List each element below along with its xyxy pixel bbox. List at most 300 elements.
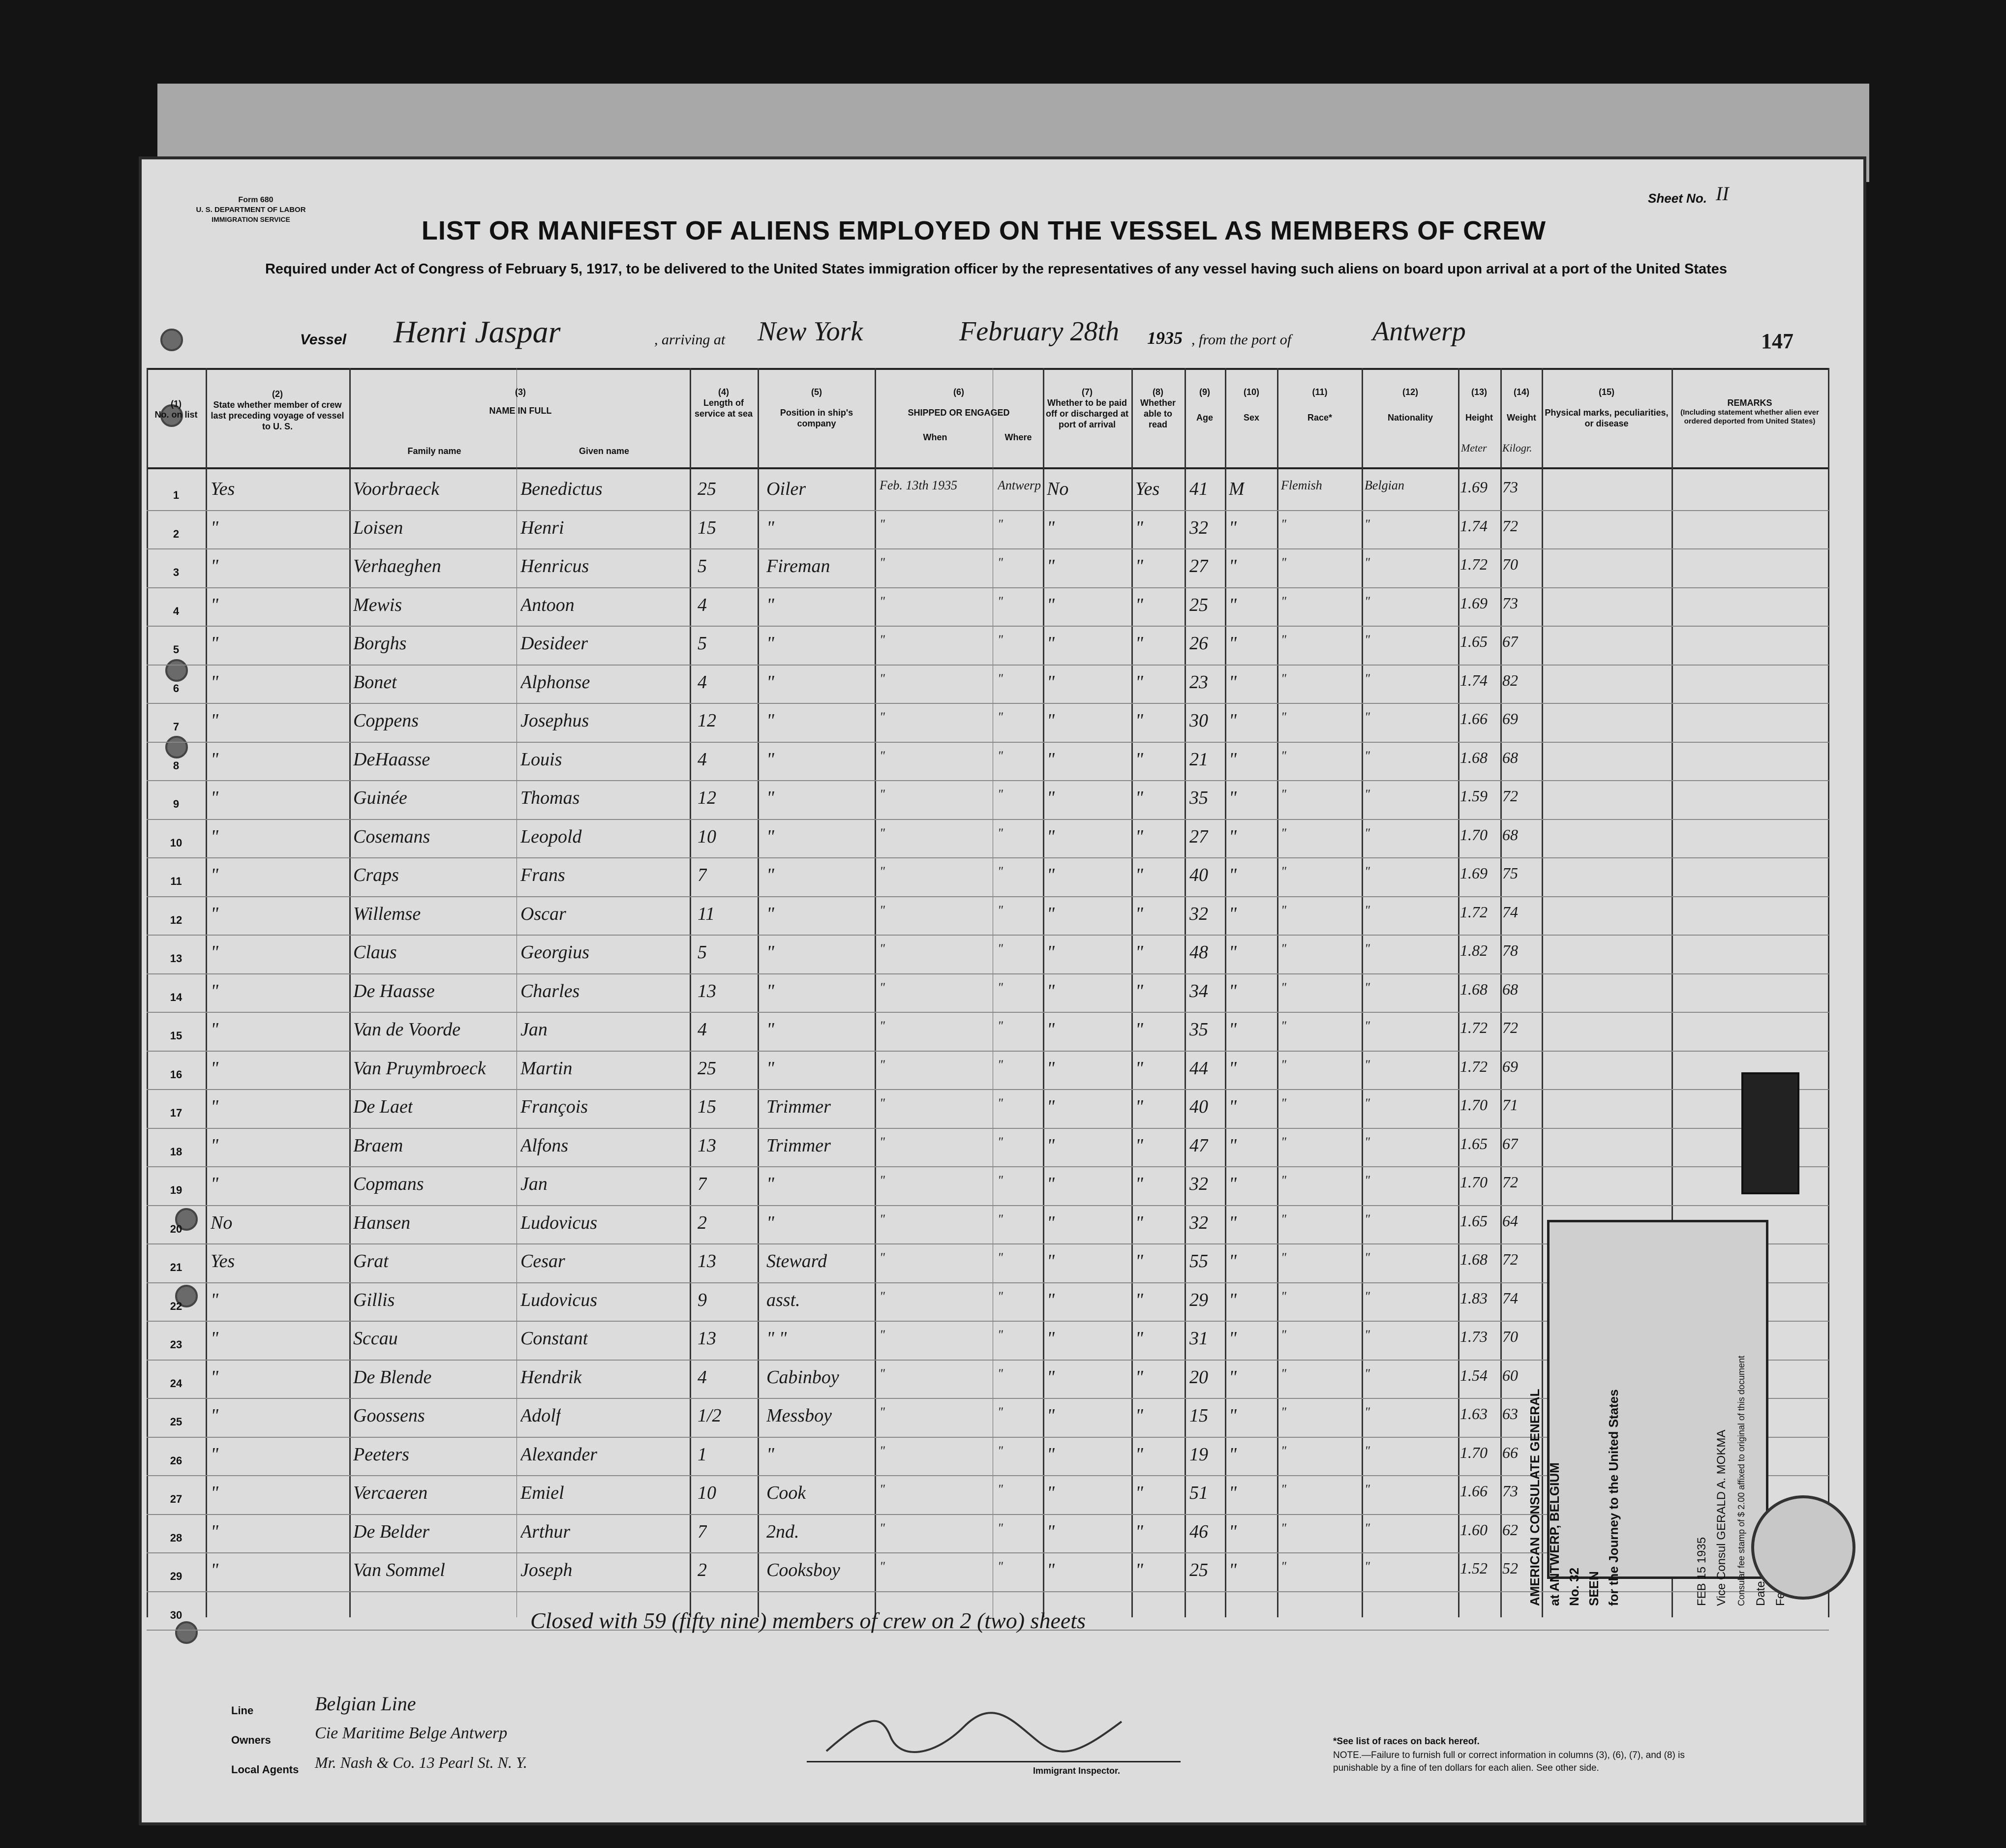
- cell-given: Alexander: [520, 1444, 598, 1465]
- cell-paid: ": [1047, 1096, 1055, 1117]
- cell-race: ": [1281, 1559, 1286, 1574]
- inspector-label: Immigrant Inspector.: [1033, 1766, 1121, 1776]
- cell-height: 1.70: [1460, 1443, 1488, 1461]
- cell-nationality: Belgian: [1365, 478, 1404, 492]
- cell-race: ": [1281, 1289, 1286, 1303]
- col-head-nationality: (12) Nationality: [1387, 387, 1433, 423]
- from-port: Antwerp: [1372, 316, 1466, 347]
- cell-given: Louis: [520, 749, 562, 770]
- cell-nationality: ": [1365, 748, 1370, 763]
- cell-sex: M: [1229, 479, 1245, 499]
- cell-no: 9: [173, 798, 180, 810]
- cell-no: 14: [170, 991, 182, 1003]
- cell-read: ": [1135, 594, 1143, 615]
- cell-family: Craps: [353, 865, 399, 885]
- cell-service: 12: [698, 710, 716, 731]
- cell-no: 10: [170, 836, 182, 849]
- cell-height: 1.68: [1460, 1250, 1488, 1268]
- cell-race: ": [1281, 1520, 1286, 1535]
- cell-where: ": [998, 710, 1003, 724]
- cell-read: ": [1135, 1135, 1143, 1156]
- column-divider: [206, 368, 207, 1617]
- column-divider: [349, 368, 351, 1617]
- vessel-line: [300, 314, 1825, 354]
- cell-where: ": [998, 1096, 1003, 1110]
- cell-position: ": [766, 749, 774, 770]
- cell-prev: ": [211, 633, 218, 654]
- cell-nationality: ": [1365, 555, 1370, 570]
- cell-nationality: ": [1365, 1173, 1370, 1187]
- cell-service: 15: [698, 517, 716, 538]
- cell-age: 21: [1189, 749, 1208, 770]
- cell-service: 5: [698, 633, 707, 654]
- cell-family: De Blende: [353, 1366, 432, 1388]
- cell-no: 1: [173, 489, 180, 501]
- cell-when: ": [880, 980, 885, 995]
- cell-race: ": [1281, 516, 1286, 531]
- cell-where: ": [998, 787, 1003, 801]
- consulate-city: at ANTWERP, BELGIUM: [1547, 1462, 1562, 1606]
- cell-paid: ": [1047, 865, 1055, 885]
- cell-weight: 72: [1502, 1250, 1518, 1268]
- cell-no: 18: [170, 1145, 182, 1158]
- cell-sex: ": [1229, 710, 1237, 731]
- cell-sex: ": [1229, 1251, 1237, 1272]
- cell-position: ": [766, 1174, 774, 1194]
- cell-given: Antoon: [520, 594, 575, 615]
- cell-service: 11: [698, 903, 715, 924]
- cell-prev: ": [211, 980, 218, 1001]
- cell-height: 1.60: [1460, 1520, 1488, 1539]
- cell-nationality: ": [1365, 941, 1370, 956]
- cell-when: ": [880, 1366, 885, 1381]
- cell-nationality: ": [1365, 825, 1370, 840]
- cell-where: ": [998, 516, 1003, 531]
- row-rule: [147, 548, 1829, 549]
- cell-when: ": [880, 941, 885, 956]
- cell-nationality: ": [1365, 1289, 1370, 1303]
- cell-position: ": [766, 1212, 774, 1233]
- cell-position: Cook: [766, 1483, 806, 1503]
- cell-prev: ": [211, 1560, 218, 1580]
- cell-when: ": [880, 1443, 885, 1458]
- cell-given: Josephus: [520, 710, 589, 731]
- cell-prev: ": [211, 1405, 218, 1426]
- col-head-given-name: Given name: [578, 446, 630, 456]
- cell-weight: 78: [1502, 941, 1518, 959]
- cell-position: ": [766, 788, 774, 808]
- cell-paid: ": [1047, 903, 1055, 924]
- cell-position: Steward: [766, 1251, 827, 1272]
- cell-nationality: ": [1365, 594, 1370, 608]
- cell-prev: No: [211, 1212, 233, 1233]
- cell-service: 1/2: [698, 1405, 722, 1426]
- cell-given: François: [520, 1096, 588, 1117]
- cell-service: 25: [698, 479, 716, 499]
- cell-family: Verhaeghen: [353, 556, 441, 576]
- cell-given: Henricus: [520, 556, 589, 576]
- cell-race: ": [1281, 864, 1286, 879]
- cell-position: Messboy: [766, 1405, 832, 1426]
- cell-nationality: ": [1365, 710, 1370, 724]
- cell-where: ": [998, 1057, 1003, 1072]
- cell-nationality: ": [1365, 1405, 1370, 1419]
- cell-service: 10: [698, 1483, 716, 1503]
- cell-race: ": [1281, 710, 1286, 724]
- cell-when: ": [880, 633, 885, 647]
- arrival-year: 1935: [1147, 328, 1183, 348]
- cell-when: ": [880, 1173, 885, 1187]
- department: U. S. DEPARTMENT OF LABOR: [196, 206, 306, 214]
- column-divider: [1828, 368, 1829, 1617]
- cell-given: Henri: [520, 517, 564, 538]
- cell-family: Goossens: [353, 1405, 425, 1426]
- cell-paid: ": [1047, 1444, 1055, 1465]
- cell-read: ": [1135, 788, 1143, 808]
- cell-service: 15: [698, 1096, 716, 1117]
- cell-where: ": [998, 1559, 1003, 1574]
- cell-position: ": [766, 517, 774, 538]
- form-number: Form 680: [238, 196, 274, 204]
- cell-position: ": [766, 903, 774, 924]
- cell-prev: ": [211, 1019, 218, 1040]
- cell-family: Van Sommel: [353, 1560, 445, 1580]
- cell-paid: ": [1047, 1212, 1055, 1233]
- cell-height: 1.72: [1460, 1057, 1488, 1075]
- cell-weight: 67: [1502, 633, 1518, 650]
- cell-read: ": [1135, 1521, 1143, 1542]
- cell-weight: 60: [1502, 1366, 1518, 1384]
- cell-prev: ": [211, 556, 218, 576]
- cell-no: 22: [170, 1300, 182, 1312]
- cell-when: ": [880, 1520, 885, 1535]
- col-head-position: (5) Position in ship's company: [780, 387, 853, 428]
- cell-given: Emiel: [520, 1483, 564, 1503]
- cell-sex: ": [1229, 865, 1237, 885]
- manifest-title: LIST OR MANIFEST OF ALIENS EMPLOYED ON THE VESSEL AS MEMBERS OF CREW: [421, 216, 1547, 245]
- owners-label: Owners: [231, 1734, 271, 1746]
- cell-nationality: ": [1365, 903, 1370, 917]
- cell-weight: 68: [1502, 825, 1518, 844]
- races-note: *See list of races on back hereof.: [1333, 1736, 1480, 1747]
- cell-prev: ": [211, 1096, 218, 1117]
- punch-hole: [160, 329, 183, 351]
- agents-label: Local Agents: [231, 1763, 299, 1776]
- agents-value: Mr. Nash & Co. 13 Pearl St. N. Y.: [315, 1754, 527, 1771]
- column-divider: [1500, 368, 1502, 1617]
- cell-age: 27: [1189, 556, 1208, 576]
- cell-when: ": [880, 1019, 885, 1033]
- cell-paid: ": [1047, 517, 1055, 538]
- punch-hole: [175, 1621, 198, 1644]
- cell-no: 12: [170, 913, 182, 926]
- row-rule: [147, 896, 1829, 897]
- cell-read: ": [1135, 556, 1143, 576]
- cell-sex: ": [1229, 517, 1237, 538]
- cell-weight: 73: [1502, 1482, 1518, 1500]
- consulate-number: No. 32: [1567, 1567, 1581, 1606]
- cell-nationality: ": [1365, 1559, 1370, 1574]
- cell-height: 1.54: [1460, 1366, 1488, 1384]
- row-rule: [147, 510, 1829, 511]
- cell-service: 5: [698, 942, 707, 963]
- cell-nationality: ": [1365, 1366, 1370, 1381]
- cell-read: ": [1135, 1096, 1143, 1117]
- cell-family: Gillis: [353, 1289, 395, 1310]
- cell-prev: ": [211, 1135, 218, 1156]
- cell-position: 2nd.: [766, 1521, 799, 1542]
- cell-nationality: ": [1365, 1520, 1370, 1535]
- cell-age: 27: [1189, 826, 1208, 847]
- cell-read: ": [1135, 1174, 1143, 1194]
- cell-position: ": [766, 1444, 774, 1465]
- cell-weight: 72: [1502, 1173, 1518, 1191]
- column-divider: [758, 368, 759, 1617]
- column-divider: [1458, 368, 1459, 1617]
- cell-age: 25: [1189, 1560, 1208, 1580]
- cell-position: " ": [766, 1328, 787, 1349]
- cell-where: ": [998, 1173, 1003, 1187]
- cell-no: 6: [173, 682, 180, 695]
- cell-where: ": [998, 1366, 1003, 1381]
- cell-race: ": [1281, 903, 1286, 917]
- cell-no: 24: [170, 1377, 182, 1390]
- cell-weight: 66: [1502, 1443, 1518, 1461]
- cell-when: ": [880, 1134, 885, 1149]
- cell-weight: 70: [1502, 555, 1518, 573]
- cell-race: ": [1281, 594, 1286, 608]
- cell-read: ": [1135, 1019, 1143, 1040]
- cell-sex: ": [1229, 749, 1237, 770]
- cell-height: 1.66: [1460, 1482, 1488, 1500]
- cell-read: ": [1135, 517, 1143, 538]
- row-rule: [147, 1166, 1829, 1167]
- cell-height: 1.72: [1460, 555, 1488, 573]
- cell-sex: ": [1229, 594, 1237, 615]
- cell-family: Sccau: [353, 1328, 398, 1349]
- cell-paid: ": [1047, 1174, 1055, 1194]
- cell-sex: ": [1229, 1289, 1237, 1310]
- cell-weight: 64: [1502, 1212, 1518, 1230]
- cell-read: ": [1135, 1366, 1143, 1388]
- row-rule: [147, 973, 1829, 974]
- col-head-remarks: REMARKS (Including statement whether alien ever ordered deported from United States): [1680, 398, 1819, 425]
- cell-sex: ": [1229, 1405, 1237, 1426]
- column-divider: [1043, 368, 1044, 1617]
- cell-given: Joseph: [520, 1560, 573, 1580]
- stamp-date: FEB 15 1935: [1695, 1537, 1708, 1606]
- cell-when: ": [880, 555, 885, 570]
- row-rule: [147, 819, 1829, 820]
- cell-nationality: ": [1365, 1134, 1370, 1149]
- cell-paid: ": [1047, 1289, 1055, 1310]
- cell-family: Van de Voorde: [353, 1019, 461, 1040]
- page-number: 147: [1761, 329, 1793, 353]
- cell-age: 35: [1189, 1019, 1208, 1040]
- cell-paid: ": [1047, 1405, 1055, 1426]
- cell-race: ": [1281, 1443, 1286, 1458]
- cell-no: 7: [173, 721, 180, 733]
- cell-height: 1.74: [1460, 516, 1488, 535]
- cell-sex: ": [1229, 1328, 1237, 1349]
- cell-family: Coppens: [353, 710, 419, 731]
- cell-position: Trimmer: [766, 1096, 831, 1117]
- row-rule: [147, 665, 1829, 666]
- row-rule: [147, 780, 1829, 781]
- cell-nationality: ": [1365, 1328, 1370, 1342]
- cell-when: ": [880, 1289, 885, 1303]
- cell-service: 4: [698, 749, 707, 770]
- cell-read: ": [1135, 1212, 1143, 1233]
- cell-sex: ": [1229, 788, 1237, 808]
- cell-family: Vercaeren: [353, 1483, 428, 1503]
- cell-no: 30: [170, 1608, 182, 1621]
- cell-family: Loisen: [353, 517, 403, 538]
- cell-age: 51: [1189, 1483, 1208, 1503]
- cell-sex: ": [1229, 826, 1237, 847]
- cell-where: ": [998, 1019, 1003, 1033]
- cell-prev: ": [211, 1444, 218, 1465]
- cell-height: 1.68: [1460, 980, 1488, 998]
- cell-paid: ": [1047, 1251, 1055, 1272]
- cell-when: ": [880, 748, 885, 763]
- cell-paid: ": [1047, 1366, 1055, 1388]
- cell-family: Van Pruymbroeck: [353, 1058, 486, 1079]
- cell-race: ": [1281, 555, 1286, 570]
- cell-given: Frans: [520, 865, 565, 885]
- cell-prev: ": [211, 749, 218, 770]
- cell-service: 4: [698, 594, 707, 615]
- column-divider: [1131, 368, 1133, 1617]
- cell-family: Guinée: [353, 788, 407, 808]
- cell-read: ": [1135, 710, 1143, 731]
- cell-no: 21: [170, 1261, 182, 1273]
- cell-read: ": [1135, 1405, 1143, 1426]
- cell-read: ": [1135, 826, 1143, 847]
- cell-nationality: ": [1365, 1057, 1370, 1072]
- cell-read: ": [1135, 865, 1143, 885]
- cell-age: 40: [1189, 865, 1208, 885]
- cell-read: ": [1135, 633, 1143, 654]
- cell-weight: 67: [1502, 1134, 1518, 1152]
- cell-family: Willemse: [353, 903, 421, 924]
- line-value: Belgian Line: [315, 1693, 416, 1715]
- cell-where: ": [998, 1250, 1003, 1265]
- cell-prev: ": [211, 1174, 218, 1194]
- cell-given: Adolf: [520, 1405, 561, 1426]
- cell-weight: 74: [1502, 903, 1518, 921]
- cell-read: ": [1135, 942, 1143, 963]
- cell-service: 13: [698, 1251, 716, 1272]
- cell-service: 5: [698, 556, 707, 576]
- cell-where: ": [998, 1443, 1003, 1458]
- cell-race: ": [1281, 787, 1286, 801]
- cell-height: 1.83: [1460, 1289, 1488, 1307]
- consulate-seal: [1751, 1495, 1855, 1600]
- col-head-no: (1) No. on list: [154, 399, 198, 420]
- cell-when: ": [880, 903, 885, 917]
- cell-when: ": [880, 787, 885, 801]
- col-head-prev-voyage: (2) State whether member of crew last preceding voyage of vessel to U. S.: [211, 389, 344, 431]
- weight-units: Kilogr.: [1502, 442, 1532, 454]
- vice-consul: Vice Consul GERALD A. MOKMA: [1715, 1429, 1728, 1606]
- cell-where: Antwerp: [998, 478, 1041, 492]
- col-head-name: (3) NAME IN FULL: [489, 387, 552, 416]
- col-head-height: (13) Height: [1465, 387, 1493, 423]
- cell-prev: ": [211, 1366, 218, 1388]
- cell-prev: ": [211, 903, 218, 924]
- cell-given: Ludovicus: [520, 1212, 598, 1233]
- cell-given: Alfons: [520, 1135, 569, 1156]
- col-head-physical-marks: (15) Physical marks, peculiarities, or disease: [1545, 387, 1669, 428]
- cell-service: 4: [698, 1366, 707, 1388]
- cell-age: 30: [1189, 710, 1208, 731]
- consular-stamp: [1527, 1220, 1768, 1606]
- cell-age: 20: [1189, 1366, 1208, 1388]
- col-head-age: (9) Age: [1196, 387, 1213, 423]
- cell-age: 32: [1189, 517, 1208, 538]
- line-label: Line: [231, 1704, 254, 1717]
- cell-when: ": [880, 1212, 885, 1226]
- cell-when: ": [880, 1482, 885, 1496]
- cell-no: 25: [170, 1416, 182, 1428]
- row-rule: [147, 587, 1829, 588]
- arriving-port: New York: [758, 316, 863, 347]
- cell-height: 1.65: [1460, 1134, 1488, 1152]
- cell-where: ": [998, 903, 1003, 917]
- cell-race: ": [1281, 633, 1286, 647]
- cell-nationality: ": [1365, 1250, 1370, 1265]
- cell-position: asst.: [766, 1289, 800, 1310]
- cell-family: Grat: [353, 1251, 389, 1272]
- cell-nationality: ": [1365, 516, 1370, 531]
- journey-label: for the Journey to the United States: [1606, 1389, 1621, 1606]
- cell-paid: ": [1047, 1328, 1055, 1349]
- col-head-weight: (14) Weight: [1507, 387, 1536, 423]
- cell-age: 19: [1189, 1444, 1208, 1465]
- col-head-sex: (10) Sex: [1243, 387, 1260, 423]
- cell-nationality: ": [1365, 864, 1370, 879]
- cell-race: ": [1281, 1405, 1286, 1419]
- cell-sex: ": [1229, 1483, 1237, 1503]
- cell-weight: 70: [1502, 1328, 1518, 1345]
- row-rule: [147, 703, 1829, 704]
- cell-height: 1.73: [1460, 1328, 1488, 1345]
- cell-where: ": [998, 555, 1003, 570]
- cell-sex: ": [1229, 942, 1237, 963]
- cell-when: ": [880, 1096, 885, 1110]
- manifest-subtitle: Required under Act of Congress of February 5, 1917, to be delivered to the United States immigration officer by the representatives of any vessel having such aliens on board upon arrival at a port of the United States: [265, 261, 1728, 277]
- row-rule: [147, 1205, 1829, 1206]
- cell-paid: ": [1047, 980, 1055, 1001]
- cell-given: Charles: [520, 980, 580, 1001]
- cell-no: 27: [170, 1493, 182, 1505]
- cell-nationality: ": [1365, 671, 1370, 686]
- cell-when: ": [880, 1057, 885, 1072]
- row-rule: [147, 742, 1829, 743]
- cell-read: ": [1135, 903, 1143, 924]
- cell-given: Georgius: [520, 942, 590, 963]
- table-top-rule: [147, 368, 1829, 370]
- cell-height: 1.74: [1460, 671, 1488, 689]
- cell-weight: 82: [1502, 671, 1518, 689]
- cell-age: 25: [1189, 594, 1208, 615]
- cell-paid: ": [1047, 671, 1055, 693]
- cell-race: ": [1281, 671, 1286, 686]
- cell-service: 13: [698, 980, 716, 1001]
- cell-given: Jan: [520, 1174, 547, 1194]
- cell-height: 1.69: [1460, 594, 1488, 612]
